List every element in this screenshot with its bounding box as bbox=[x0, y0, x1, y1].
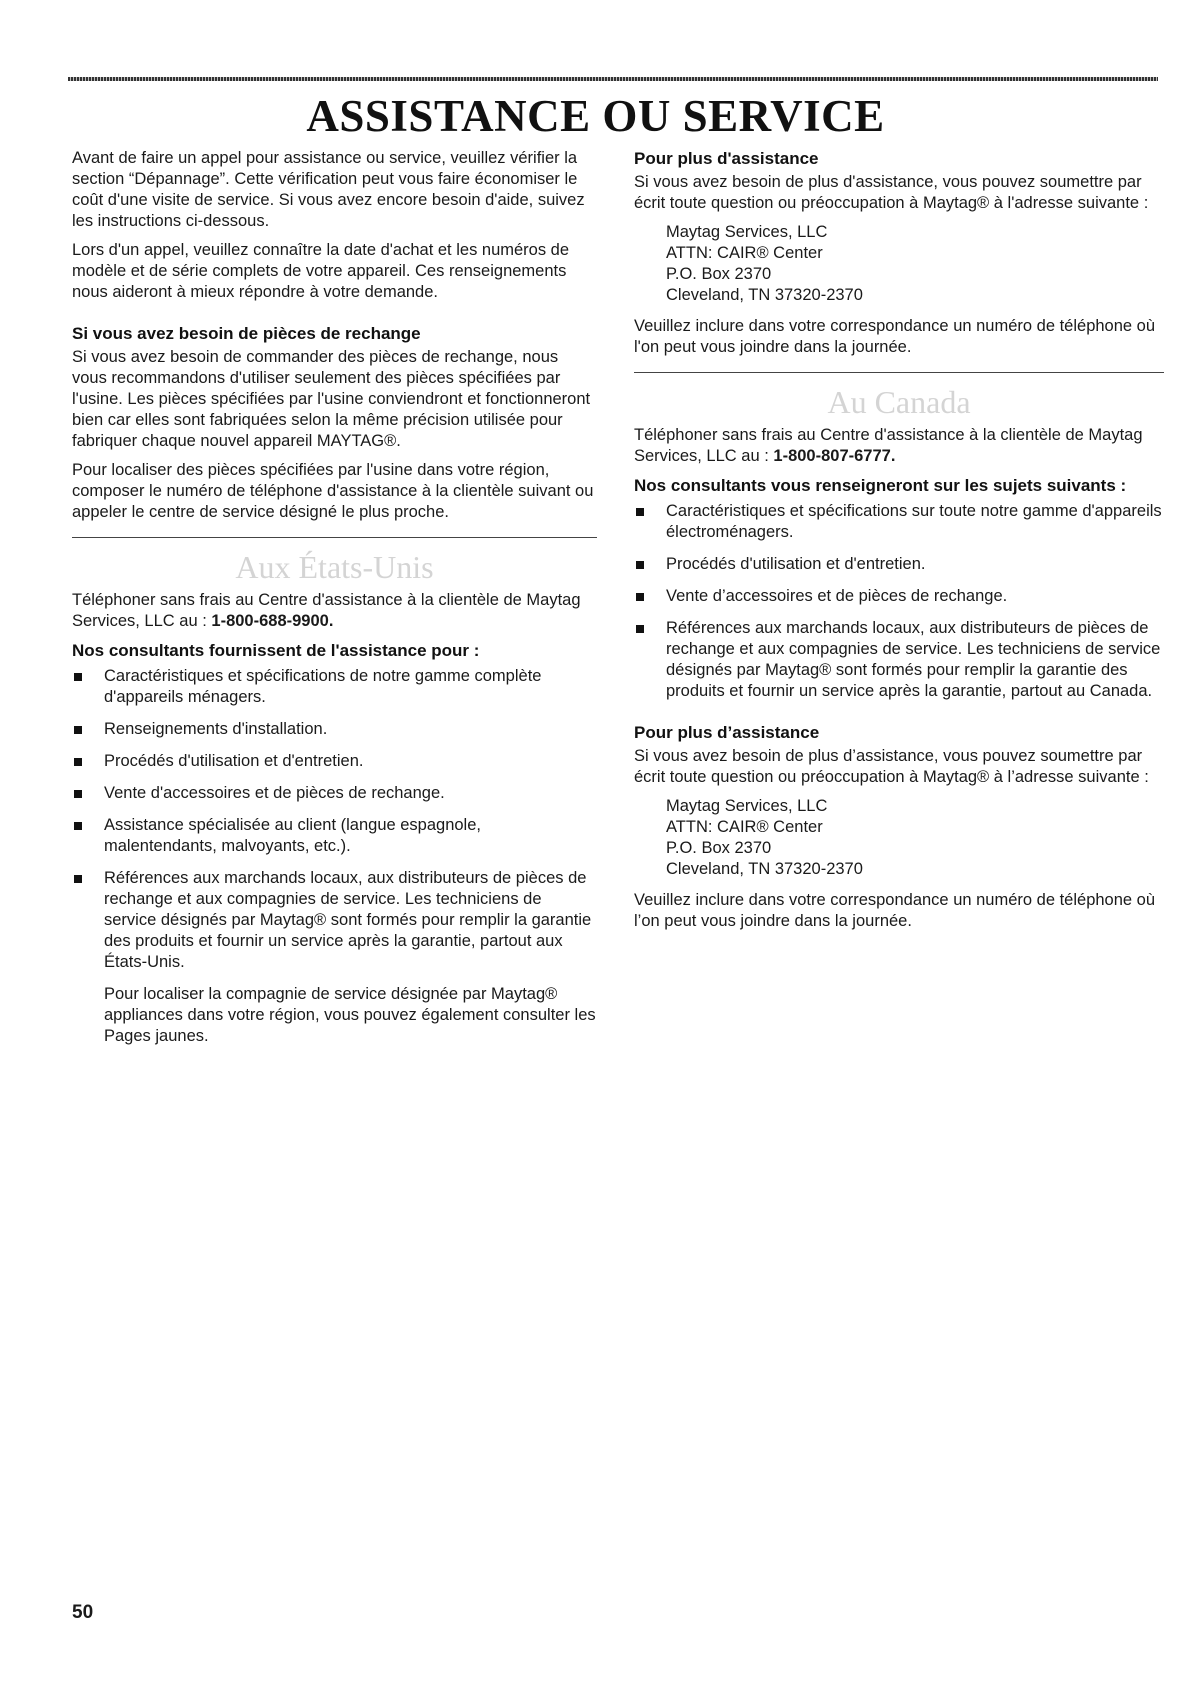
square-bullet-icon bbox=[74, 726, 82, 734]
section-divider bbox=[72, 537, 597, 538]
square-bullet-icon bbox=[74, 758, 82, 766]
list-item: Caractéristiques et spécifications de notre gamme complète d'appareils ménagers. bbox=[72, 666, 597, 708]
us-locate-text: Pour localiser la compagnie de service désignée par Maytag® appliances dans votre région, vous pouvez également consulter les Pages jaunes. bbox=[104, 985, 596, 1045]
square-bullet-icon bbox=[74, 875, 82, 883]
square-bullet-icon bbox=[74, 790, 82, 798]
list-item: Assistance spécialisée au client (langue espagnole, malentendants, malvoyants, etc.). bbox=[72, 815, 597, 857]
canada-call-text: Téléphoner sans frais au Centre d'assistance à la clientèle de Maytag Services, LLC au : 1-800-807-6777. bbox=[634, 426, 1143, 465]
right-column bbox=[634, 148, 1164, 940]
canada-services-list bbox=[634, 501, 1164, 702]
canada-more-help-heading: Pour plus d’assistance bbox=[634, 723, 820, 742]
us-phone-number: 1-800-688-9900. bbox=[211, 612, 334, 630]
canada-region-title: Au Canada bbox=[827, 384, 971, 420]
square-bullet-icon bbox=[74, 822, 82, 830]
page-title: ASSISTANCE OU SERVICE bbox=[306, 91, 885, 141]
parts-paragraph: Pour localiser des pièces spécifiées par l'usine dans votre région, composer le numéro de téléphone d'assistance à la clientèle suivant ou appeler le centre de service désigné le plus proche. bbox=[72, 461, 594, 521]
mailing-address: Maytag Services, LLC ATTN: CAIR® Center P.O. Box 2370 Cleveland, TN 37320-2370 bbox=[666, 223, 863, 304]
page-number: 50 bbox=[72, 1602, 94, 1623]
list-item: Références aux marchands locaux, aux distributeurs de pièces de rechange et aux compagnies de service. Les techniciens de service désignés par Maytag® sont formés pour remplir la garantie des produits et fournir un service après la garantie, partout aux États-Unis. bbox=[72, 868, 597, 973]
more-help-heading: Pour plus d'assistance bbox=[634, 149, 819, 168]
square-bullet-icon bbox=[636, 593, 644, 601]
parts-paragraph: Si vous avez besoin de commander des pièces de rechange, nous vous recommandons d'utiliser seulement des pièces spécifiées par l'usine. Les pièces spécifiées par l'usine conviendront et fonctionneront bien car elles sont fabriquées selon la même précision utilisée pour fabriquer chaque nouvel appareil MAYTAG®. bbox=[72, 348, 591, 450]
section-divider bbox=[634, 372, 1164, 373]
canada-phone-note: Veuillez inclure dans votre correspondance un numéro de téléphone où l’on peut vous joindre dans la journée. bbox=[634, 891, 1156, 930]
us-consultants-heading: Nos consultants fournissent de l'assistance pour : bbox=[72, 641, 480, 660]
square-bullet-icon bbox=[74, 673, 82, 681]
list-item: Procédés d'utilisation et d'entretien. bbox=[634, 554, 1164, 575]
list-item: Renseignements d'installation. bbox=[72, 719, 597, 740]
list-item: Vente d'accessoires et de pièces de rechange. bbox=[72, 783, 597, 804]
intro-paragraph: Lors d'un appel, veuillez connaître la date d'achat et les numéros de modèle et de série complets de votre appareil. Ces renseignements nous aideront à mieux répondre à votre demande. bbox=[72, 241, 570, 301]
phone-note: Veuillez inclure dans votre correspondance un numéro de téléphone où l'on peut vous joindre dans la journée. bbox=[634, 317, 1156, 356]
us-services-list bbox=[72, 666, 597, 973]
us-call-text: Téléphoner sans frais au Centre d'assistance à la clientèle de Maytag Services, LLC au : 1-800-688-9900. bbox=[72, 591, 581, 630]
list-item: Vente d’accessoires et de pièces de rechange. bbox=[634, 586, 1164, 607]
canada-phone-number: 1-800-807-6777. bbox=[773, 447, 896, 465]
list-item: Caractéristiques et spécifications sur toute notre gamme d'appareils électroménagers. bbox=[634, 501, 1164, 543]
square-bullet-icon bbox=[636, 561, 644, 569]
canada-consultants-heading: Nos consultants vous renseigneront sur les sujets suivants : bbox=[634, 476, 1127, 495]
square-bullet-icon bbox=[636, 508, 644, 516]
intro-paragraph: Avant de faire un appel pour assistance ou service, veuillez vérifier la section “Dépannage”. Cette vérification peut vous faire économiser le coût d'une visite de service. Si vous avez encore besoin d'aide, suivez les instructions ci-dessous. bbox=[72, 149, 585, 230]
top-rule bbox=[68, 77, 1158, 81]
left-column bbox=[72, 148, 597, 1055]
canada-mailing-address: Maytag Services, LLC ATTN: CAIR® Center P.O. Box 2370 Cleveland, TN 37320-2370 bbox=[666, 797, 863, 878]
canada-more-help-text: Si vous avez besoin de plus d’assistance, vous pouvez soumettre par écrit toute question ou préoccupation à Maytag® à l’adresse suivante : bbox=[634, 747, 1149, 786]
list-item: Références aux marchands locaux, aux distributeurs de pièces de rechange et aux compagnies de service. Les techniciens de service désignés par Maytag® sont formés pour remplir la garantie des produits et fournir un service après la garantie, partout au Canada. bbox=[634, 618, 1164, 702]
more-help-text: Si vous avez besoin de plus d'assistance, vous pouvez soumettre par écrit toute question ou préoccupation à Maytag® à l'adresse suivante : bbox=[634, 173, 1149, 212]
us-region-title: Aux États-Unis bbox=[235, 549, 434, 585]
square-bullet-icon bbox=[636, 625, 644, 633]
list-item: Procédés d'utilisation et d'entretien. bbox=[72, 751, 597, 772]
parts-heading: Si vous avez besoin de pièces de rechange bbox=[72, 324, 421, 343]
